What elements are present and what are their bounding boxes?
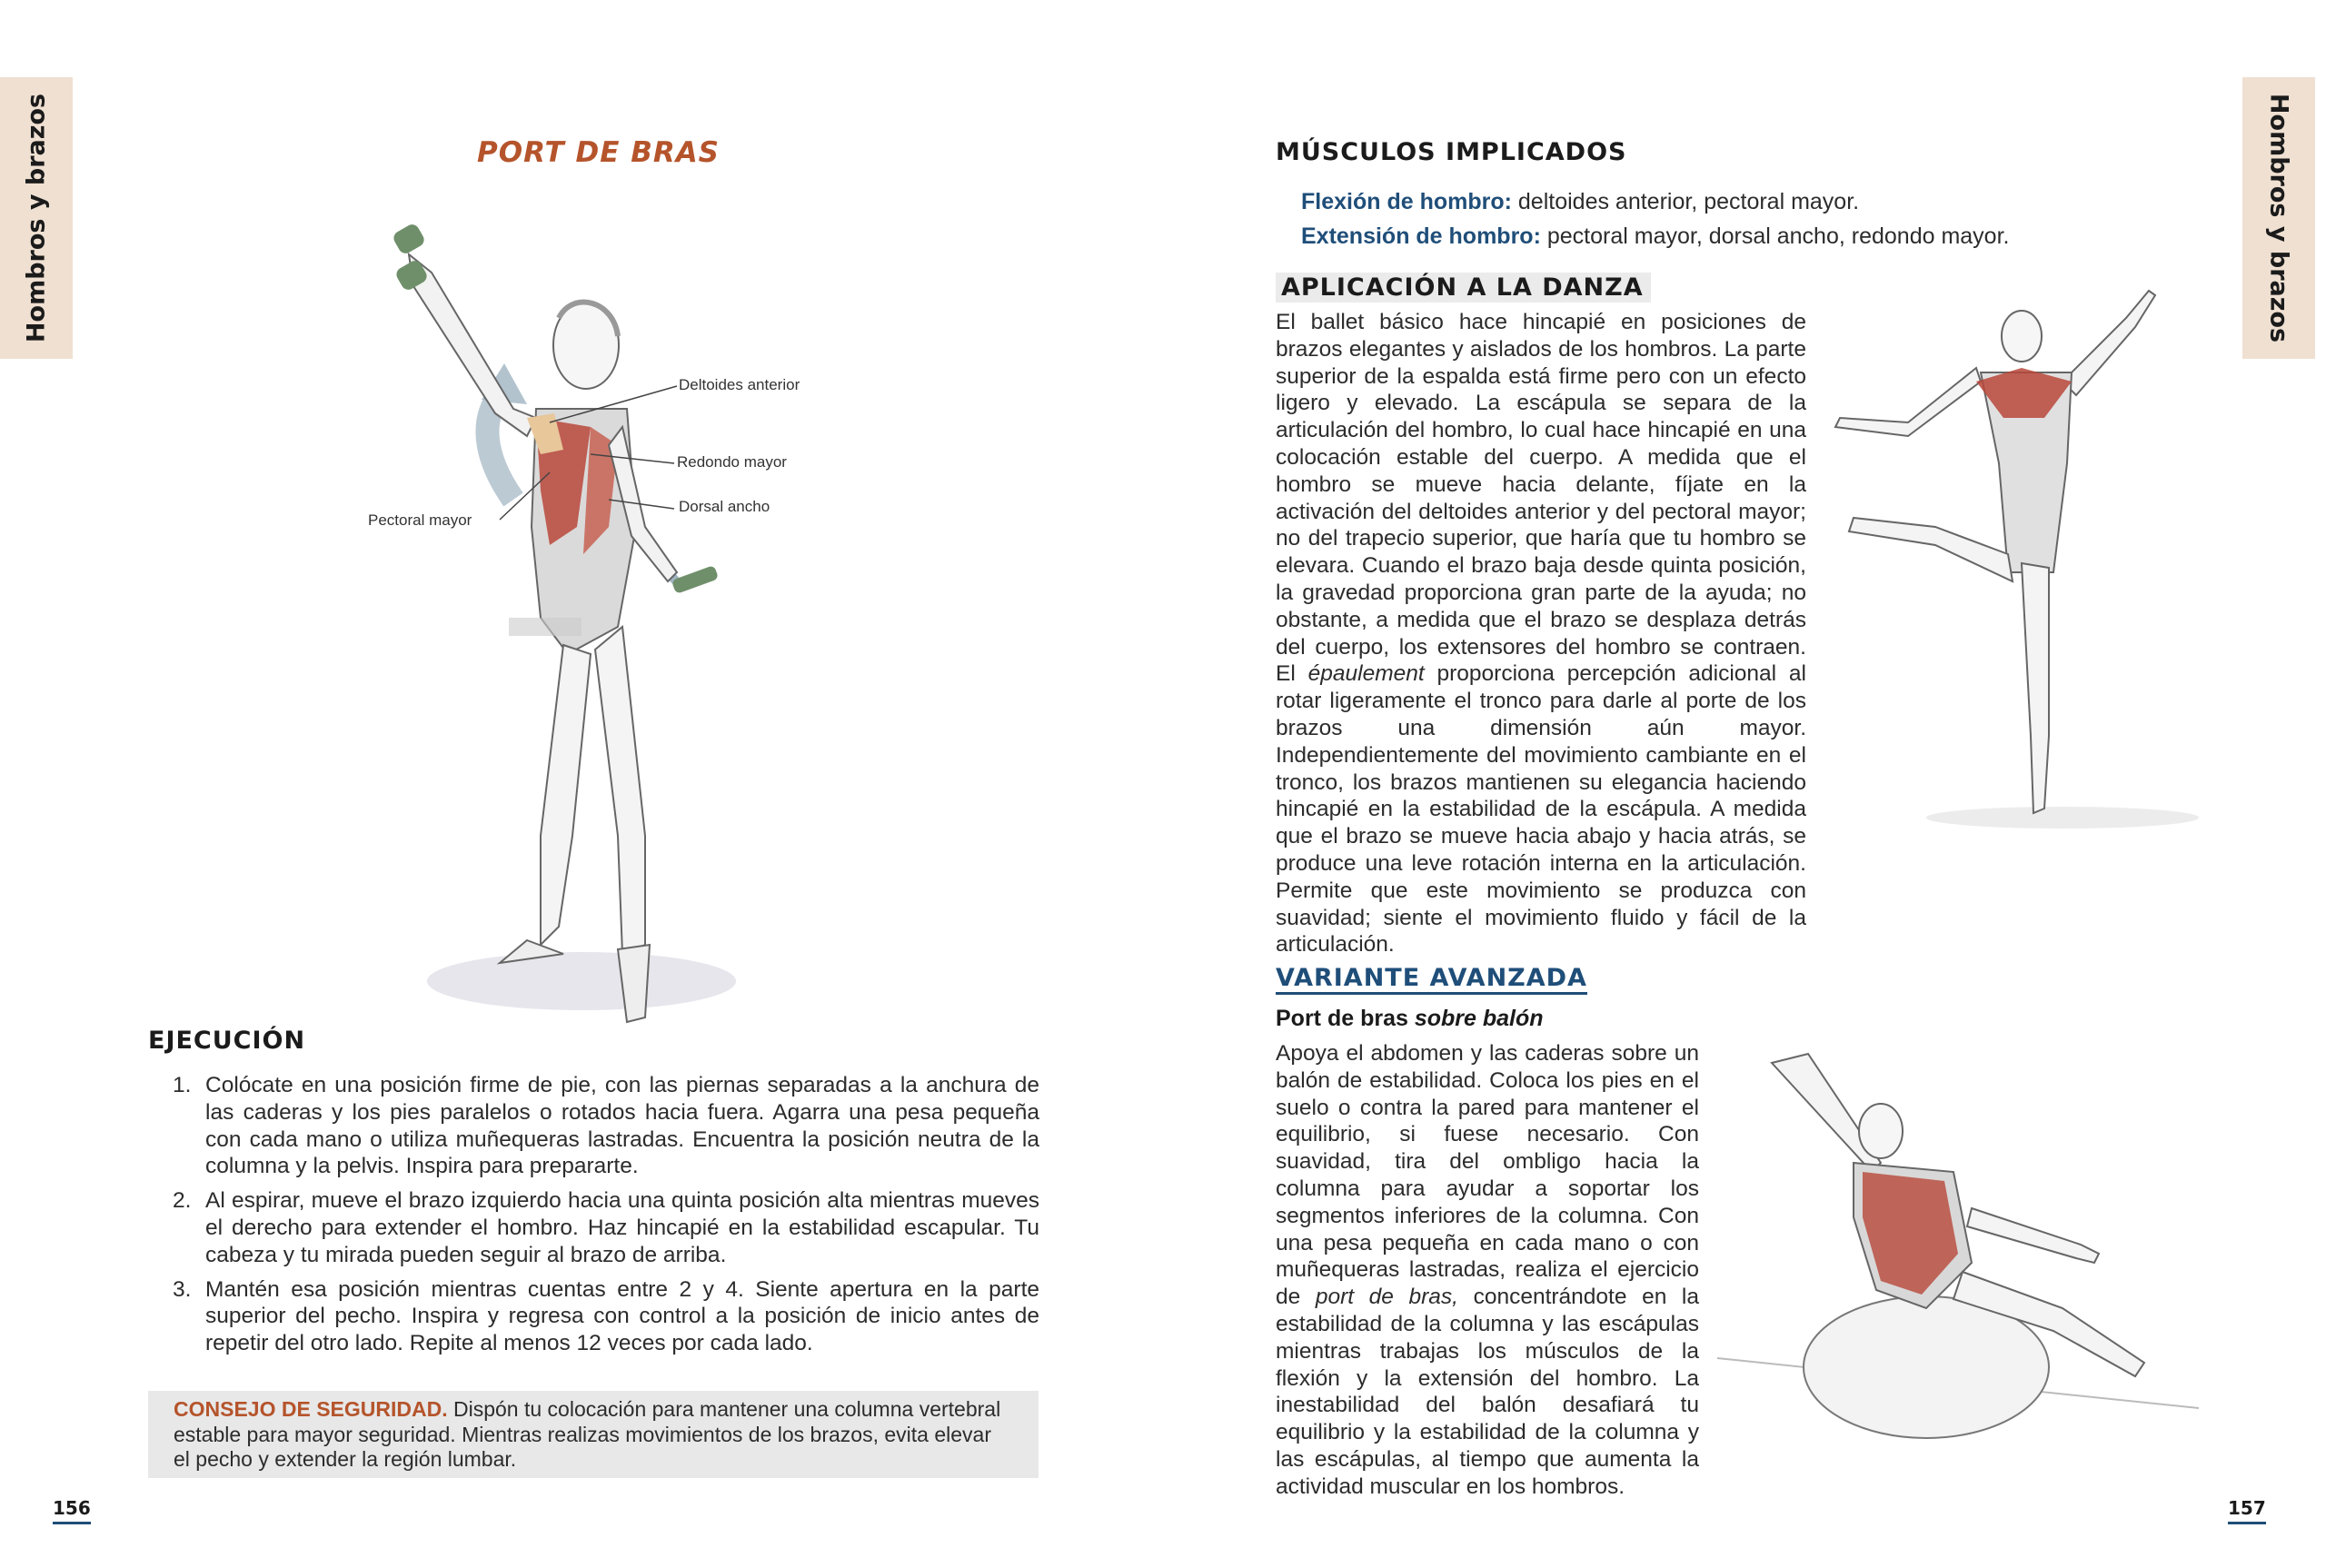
label-redondo: Redondo mayor [677,453,787,471]
exercise-title: PORT DE BRAS [477,136,721,169]
page-number-left: 156 [53,1497,91,1524]
left-leg [541,645,591,945]
safety-tip-box [148,1391,1039,1478]
dumbbell-icon [671,565,719,594]
muscles-list [1301,184,2009,253]
raised-arm [409,254,536,436]
safety-text: Dispón tu colocación para mantener una columna vertebral estable para mayor seguridad. Mientras realizas movimientos de los brazos, evita elevar el pecho y extender la región lumbar. [174,1397,1001,1471]
muscle-item: Flexión de hombro: deltoides anterior, pectoral mayor. [1301,189,1860,214]
variante-subtitle: Port de bras sobre balón [1276,1006,1544,1031]
aplicacion-text: El ballet básico hace hincapié en posiciones de brazos elegantes y aislados de los hombros. La parte superior de la espalda está firme pero con un efecto ligero y elevado. La escápula se separa de la articulación del hombro, lo cual hace hincapié en una colocación estable del cuerpo. A medida que el hombro se mueve hacia delante, fíjate en la activación del deltoides anterior y del pectoral mayor; no del trapecio superior, que haría que tu hombro se elevara. Cuando el brazo baja desde quinta posición, la gravedad proporciona gran parte de la ayuda; no obstante, a medida que el brazo se desplaza detrás del cuerpo, los extensores del hombro se contraen. El épaulement proporciona percepción adicional al rotar ligeramente el tronco para darle al porte de los brazos una dimensión aún mayor. Independientemente del movimiento cambiante en el tronco, los brazos mantienen su elegancia haciendo hincapié en la estabilidad de la escápula. A medida que el brazo se mueve hacia abajo y hacia atrás, se produce una leve rotación interna en la articulación. Permite que este movimiento se produzca con suavidad; siente el movimiento fluido y fácil de la articulación. [1276,310,1806,958]
port-de-bras-figure [345,200,818,1072]
step-item: 1. Colócate en una posición firme de pie, con las piernas separadas a la anchura de las caderas y los pies paralelos o rotados hacia fuera. Agarra una pesa pequeña con cada mano o utiliza muñequeras lastradas. Encuentra la posición neutra de la columna y la pelvis. Inspira para prepararte. [173,1073,1039,1179]
side-tab-left-label: Hombros y brazos [22,93,51,343]
step-item: 3. Mantén esa posición mientras cuentas entre 2 y 4. Siente apertura en la parte superior del pecho. Inspira y regresa con control a la posición de inicio antes de repetir del otro lado. Repite al menos 12 veces por cada lado. [173,1276,1039,1356]
arabesque-dancer-figure [1826,282,2208,845]
right-leg [595,627,645,954]
muscle-item: Extensión de hombro: pectoral mayor, dorsal ancho, redondo mayor. [1301,223,2010,249]
side-tab-left [0,77,73,359]
label-pectoral: Pectoral mayor [368,511,472,529]
floor-shadow [427,952,736,1010]
head [2002,311,2042,362]
ejecucion-heading: EJECUCIÓN [148,1027,306,1055]
label-deltoides: Deltoides anterior [679,376,800,393]
steps-list [145,1072,1039,1365]
variante-text: Apoya el abdomen y las caderas sobre un balón de estabilidad. Coloca los pies en el suelo o contra la pared para mantener el equilibrio, si fuese necesario. Con suavidad, tira del ombligo hacia la columna para ayudar a soportar los segmentos inferiores de la columna. Con una pesa pequeña en cada mano o con muñequeras lastradas, realiza el ejercicio de port de bras, concentrándote en la estabilidad de la columna y las escápulas mientras trabajas los músculos de la flexión y la extensión del hombro. La inestabilidad del balón desafiará tu equilibrio y la estabilidad de la columna y las escápulas, al tiempo que aumenta la actividad muscular en los hombros. [1276,1041,1699,1499]
ball-exercise-figure [1717,1036,2226,1463]
side-tab-right-label: Hombros y brazos [2264,93,2293,343]
head [1859,1104,1903,1158]
musculos-heading: MÚSCULOS IMPLICADOS [1276,138,1627,166]
page-number-right: 157 [2228,1497,2266,1524]
step-item: 2. Al espirar, mueve el brazo izquierdo hacia una quinta posición alta mientras mueves el derecho para extender el hombro. Haz hincapié en la estabilidad escapular. Tu cabeza y tu mirada pueden seguir al brazo de arriba. [173,1188,1039,1267]
safety-label: CONSEJO DE SEGURIDAD. [174,1397,448,1421]
label-dorsal: Dorsal ancho [679,498,770,515]
side-tab-right [2242,77,2315,359]
variante-heading: VARIANTE AVANZADA [1276,964,1587,995]
aplicacion-heading: APLICACIÓN A LA DANZA [1276,273,1651,303]
